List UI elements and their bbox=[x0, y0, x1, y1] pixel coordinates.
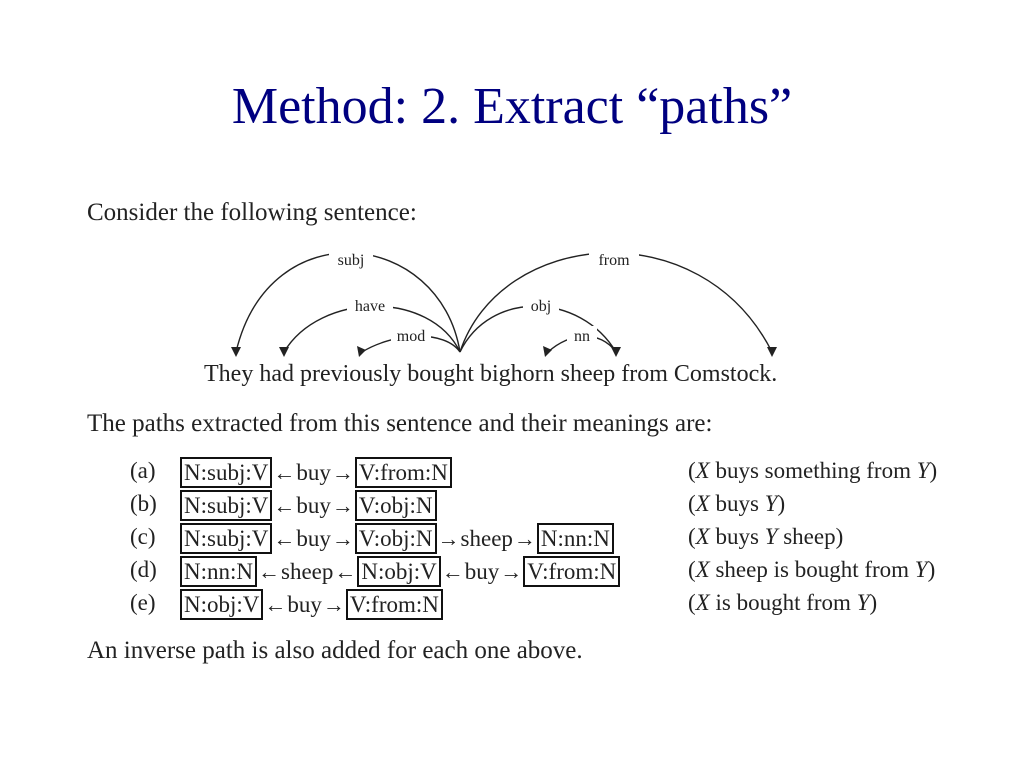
path-label: (c) bbox=[130, 524, 156, 549]
left-arrow-icon: ← bbox=[334, 558, 357, 584]
meaning-text: sheep) bbox=[777, 524, 844, 549]
dependency-node-box: N:subj:V bbox=[180, 523, 272, 554]
path-meaning bbox=[688, 557, 935, 583]
meaning-text: ( bbox=[688, 557, 696, 582]
left-arrow-icon: ← bbox=[273, 459, 296, 485]
path-sequence bbox=[180, 489, 437, 522]
arrowhead-mod bbox=[357, 346, 366, 357]
arc-label-from: from bbox=[598, 252, 630, 269]
arc-label-have: have bbox=[354, 298, 386, 315]
meaning-text: ) bbox=[927, 557, 936, 582]
right-arrow-icon: → bbox=[322, 591, 345, 617]
meaning-variable: X bbox=[695, 557, 710, 582]
meaning-variable: X bbox=[695, 590, 710, 615]
dependency-node-box: N:subj:V bbox=[180, 490, 272, 521]
path-label: (b) bbox=[130, 491, 157, 516]
dependency-node-box: V:from:N bbox=[355, 457, 452, 488]
meaning-text: ( bbox=[688, 524, 696, 549]
path-meaning bbox=[688, 590, 877, 616]
meaning-text: sheep is bought from bbox=[709, 557, 915, 582]
meaning-text: buys bbox=[709, 524, 765, 549]
arc-label-obj: obj bbox=[530, 298, 552, 315]
meaning-variable: X bbox=[695, 491, 710, 516]
meaning-text: ) bbox=[869, 590, 878, 615]
meaning-text: ( bbox=[688, 590, 696, 615]
dependency-node-box: V:from:N bbox=[346, 589, 443, 620]
meaning-variable: X bbox=[695, 458, 710, 483]
arc-label-mod: mod bbox=[396, 328, 426, 345]
footer-text: An inverse path is also added for each one above. bbox=[87, 637, 583, 664]
meaning-text: ) bbox=[777, 491, 786, 516]
dependency-node-box: N:subj:V bbox=[180, 457, 272, 488]
dependency-node-box: N:nn:N bbox=[537, 523, 614, 554]
dependency-node-box: N:obj:V bbox=[180, 589, 263, 620]
dependency-node-box: N:nn:N bbox=[180, 556, 257, 587]
arc-label-subj: subj bbox=[337, 252, 365, 269]
example-sentence: They had previously bought bighorn sheep from Comstock. bbox=[204, 361, 778, 387]
right-arrow-icon: → bbox=[331, 525, 354, 551]
meaning-variable: Y bbox=[916, 458, 930, 483]
meaning-text: ( bbox=[688, 458, 696, 483]
dependency-node-box: N:obj:V bbox=[357, 556, 440, 587]
path-meaning bbox=[688, 524, 843, 550]
right-arrow-icon: → bbox=[500, 558, 523, 584]
path-word: buy bbox=[296, 492, 331, 518]
arrowhead-nn bbox=[543, 346, 552, 357]
path-sequence bbox=[180, 555, 620, 588]
path-sequence bbox=[180, 588, 443, 621]
meaning-variable: Y bbox=[764, 491, 778, 516]
path-word: sheep bbox=[281, 558, 334, 584]
arrowhead-have bbox=[279, 347, 289, 357]
path-meaning bbox=[688, 491, 785, 517]
dependency-node-box: V:from:N bbox=[523, 556, 620, 587]
meaning-text: is bought from bbox=[709, 590, 857, 615]
path-word: sheep bbox=[460, 525, 513, 551]
meaning-variable: X bbox=[695, 524, 710, 549]
arc-label-nn: nn bbox=[574, 328, 590, 345]
right-arrow-icon: → bbox=[437, 525, 460, 551]
slide-title: Method: 2. Extract “paths” bbox=[231, 78, 793, 135]
path-meaning bbox=[688, 458, 937, 484]
path-word: buy bbox=[464, 558, 500, 584]
left-arrow-icon: ← bbox=[258, 558, 280, 584]
left-arrow-icon: ← bbox=[264, 591, 287, 617]
arrowhead-subj bbox=[231, 347, 241, 357]
paths-intro-text: The paths extracted from this sentence and their meanings are: bbox=[87, 410, 713, 437]
right-arrow-icon: → bbox=[331, 492, 354, 518]
path-word: buy bbox=[296, 459, 331, 485]
path-sequence bbox=[180, 522, 614, 555]
meaning-text: ) bbox=[929, 458, 938, 483]
path-label: (d) bbox=[130, 557, 157, 582]
meaning-variable: Y bbox=[856, 590, 870, 615]
meaning-variable: Y bbox=[764, 524, 778, 549]
path-label: (a) bbox=[130, 458, 156, 483]
intro-text: Consider the following sentence: bbox=[87, 199, 417, 226]
path-word: buy bbox=[296, 525, 331, 551]
dependency-node-box: V:obj:N bbox=[355, 490, 437, 521]
left-arrow-icon: ← bbox=[441, 558, 464, 584]
path-sequence bbox=[180, 456, 452, 489]
left-arrow-icon: ← bbox=[273, 525, 296, 551]
meaning-text: buys bbox=[709, 491, 765, 516]
meaning-text: buys something from bbox=[709, 458, 917, 483]
path-label: (e) bbox=[130, 590, 156, 615]
arrowhead-from bbox=[767, 347, 777, 357]
meaning-text: ( bbox=[688, 491, 696, 516]
left-arrow-icon: ← bbox=[273, 492, 296, 518]
right-arrow-icon: → bbox=[331, 459, 354, 485]
path-word: buy bbox=[287, 591, 322, 617]
meaning-variable: Y bbox=[914, 557, 928, 582]
dependency-node-box: V:obj:N bbox=[355, 523, 437, 554]
right-arrow-icon: → bbox=[513, 525, 536, 551]
